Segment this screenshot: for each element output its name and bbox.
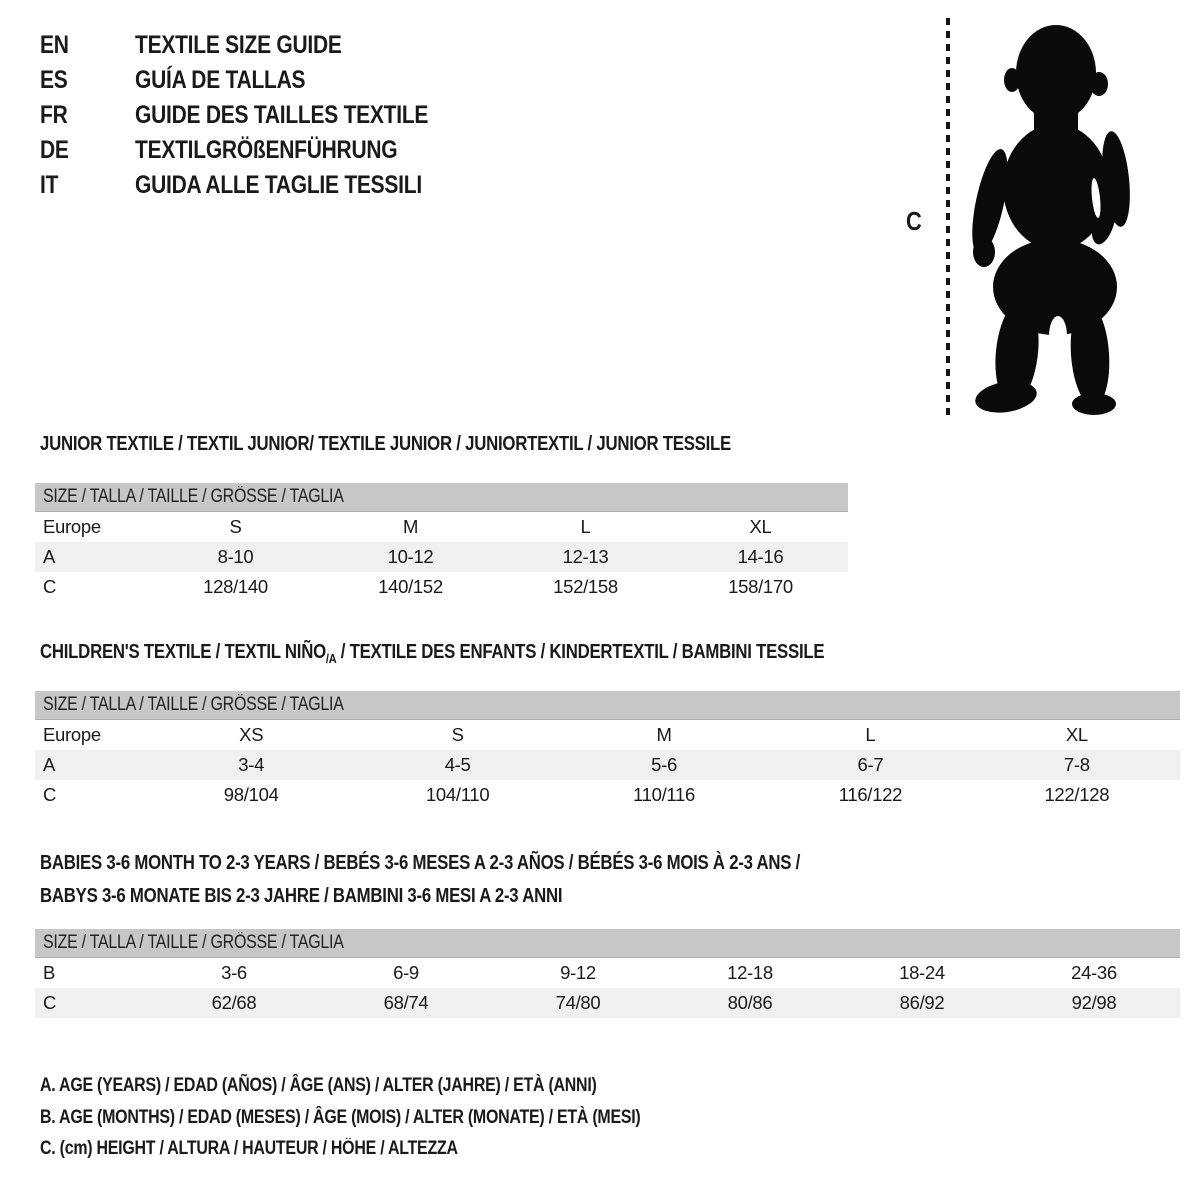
table-row: [35, 572, 848, 602]
row-label: Europe: [43, 724, 101, 745]
table-cell: M: [402, 516, 419, 537]
row-label: C: [43, 576, 57, 597]
table-body: [35, 958, 1180, 1018]
table-cell: XL: [749, 516, 772, 537]
table-cell: 80/86: [727, 992, 773, 1013]
row-label: B: [43, 962, 56, 983]
lang-label: TEXTILGRÖßENFÜHRUNG: [135, 136, 398, 164]
table-cell: 86/92: [899, 992, 945, 1013]
table-cell: 122/128: [1044, 784, 1110, 805]
table-cell: 98/104: [223, 784, 279, 805]
legend-line-b: B. AGE (MONTHS) / EDAD (MESES) / ÂGE (MOIS) / ALTER (MONATE) / ETÀ (MESI): [40, 1106, 641, 1128]
table-row: [35, 780, 1180, 810]
lang-code: FR: [40, 101, 68, 129]
children-size-table: [35, 691, 1180, 810]
table-cell: 104/110: [425, 784, 490, 805]
lang-label: GUÍA DE TALLAS: [135, 66, 306, 94]
table-body: [35, 512, 848, 602]
table-row: [35, 542, 848, 572]
table-cell: 8-10: [217, 546, 254, 567]
table-row: [35, 988, 1180, 1018]
babies-size-table: [35, 929, 1180, 1018]
table-cell: 6-9: [393, 962, 419, 983]
table-cell: 6-7: [857, 754, 884, 775]
junior-section-title: JUNIOR TEXTILE / TEXTIL JUNIOR/ TEXTILE JUNIOR / JUNIORTEXTIL / JUNIOR TESSILE: [40, 433, 732, 455]
lang-row-en: [40, 28, 484, 63]
table-cell: 158/170: [728, 576, 793, 597]
lang-row-it: [40, 168, 484, 203]
lang-code: IT: [40, 171, 59, 199]
table-cell: 68/74: [383, 992, 429, 1013]
lang-row-es: [40, 63, 484, 98]
table-row: [35, 512, 848, 542]
lang-code: ES: [40, 66, 68, 94]
table-cell: S: [451, 724, 464, 745]
table-row: [35, 750, 1180, 780]
table-cell: S: [229, 516, 242, 537]
lang-row-fr: [40, 98, 484, 133]
lang-label: GUIDA ALLE TAGLIE TESSILI: [135, 171, 422, 199]
table-cell: 10-12: [387, 546, 434, 567]
lang-label: GUIDE DES TAILLES TEXTILE: [135, 101, 429, 129]
table-header-bar: SIZE / TALLA / TAILLE / GRÖSSE / TAGLIA: [35, 483, 848, 512]
table-cell: XL: [1065, 724, 1088, 745]
height-measure-dashed-line: [946, 18, 950, 416]
table-cell: 9-12: [560, 962, 596, 983]
table-cell: 152/158: [553, 576, 618, 597]
lang-code: DE: [40, 136, 69, 164]
table-cell: 12-13: [562, 546, 609, 567]
row-label: A: [43, 546, 56, 567]
table-cell: 18-24: [899, 962, 945, 983]
lang-label: TEXTILE SIZE GUIDE: [135, 31, 342, 59]
table-cell: M: [656, 724, 672, 745]
legend-block: [40, 1070, 755, 1165]
legend-line-a: A. AGE (YEARS) / EDAD (AÑOS) / ÂGE (ANS) / ALTER (JAHRE) / ETÀ (ANNI): [40, 1075, 597, 1096]
table-cell: 74/80: [555, 992, 601, 1013]
table-cell: 7-8: [1063, 754, 1090, 775]
table-cell: 5-6: [651, 754, 677, 775]
lang-code: EN: [40, 31, 69, 59]
lang-row-de: [40, 133, 484, 168]
table-cell: 3-6: [221, 962, 247, 983]
table-header-bar: SIZE / TALLA / TAILLE / GRÖSSE / TAGLIA: [35, 929, 1180, 958]
table-row: [35, 958, 1180, 988]
babies-section-title: BABIES 3-6 MONTH TO 2-3 YEARS / BEBÉS 3-6 MESES A 2-3 AÑOS / BÉBÉS 3-6 MOIS À 2-3 ANS / BABYS 3-6 MONATE BIS 2-3 JAHRE / BAMBINI 3-6 MESI A 2-3 ANNI: [40, 852, 801, 907]
table-cell: 62/68: [211, 992, 257, 1013]
children-section-title: CHILDREN'S TEXTILE / TEXTIL $NIÑO_{/A}$ / TEXTILE DES ENFANTS / KINDERTEXTIL / BAMBINI TESSILE: [40, 641, 825, 666]
nino-a-subscript: /A: [325, 651, 337, 666]
table-body: [35, 720, 1180, 810]
table-row: [35, 720, 1180, 750]
table-cell: 110/116: [633, 784, 696, 805]
table-header-bar: SIZE / TALLA / TAILLE / GRÖSSE / TAGLIA: [35, 691, 1180, 720]
table-cell: 140/152: [378, 576, 443, 597]
table-cell: 12-18: [727, 962, 773, 983]
table-cell: 92/98: [1071, 992, 1117, 1013]
table-cell: 3-4: [238, 754, 265, 775]
legend-line-c: C. (cm) HEIGHT / ALTURA / HAUTEUR / HÖHE / ALTEZZA: [40, 1138, 458, 1159]
baby-silhouette-icon: [970, 12, 1146, 416]
row-label: C: [43, 784, 57, 805]
table-cell: 128/140: [203, 576, 268, 597]
junior-size-table: [35, 483, 848, 602]
table-cell: 116/122: [838, 784, 903, 805]
table-cell: 14-16: [737, 546, 784, 567]
language-title-block: [40, 28, 484, 203]
table-cell: XS: [239, 724, 264, 745]
table-cell: 4-5: [444, 754, 471, 775]
height-measure-label: C: [906, 206, 922, 236]
row-label: C: [43, 992, 57, 1013]
table-cell: L: [580, 516, 591, 537]
table-cell: 24-36: [1071, 962, 1117, 983]
row-label: A: [43, 754, 56, 775]
row-label: Europe: [43, 516, 101, 537]
table-cell: L: [865, 724, 876, 745]
